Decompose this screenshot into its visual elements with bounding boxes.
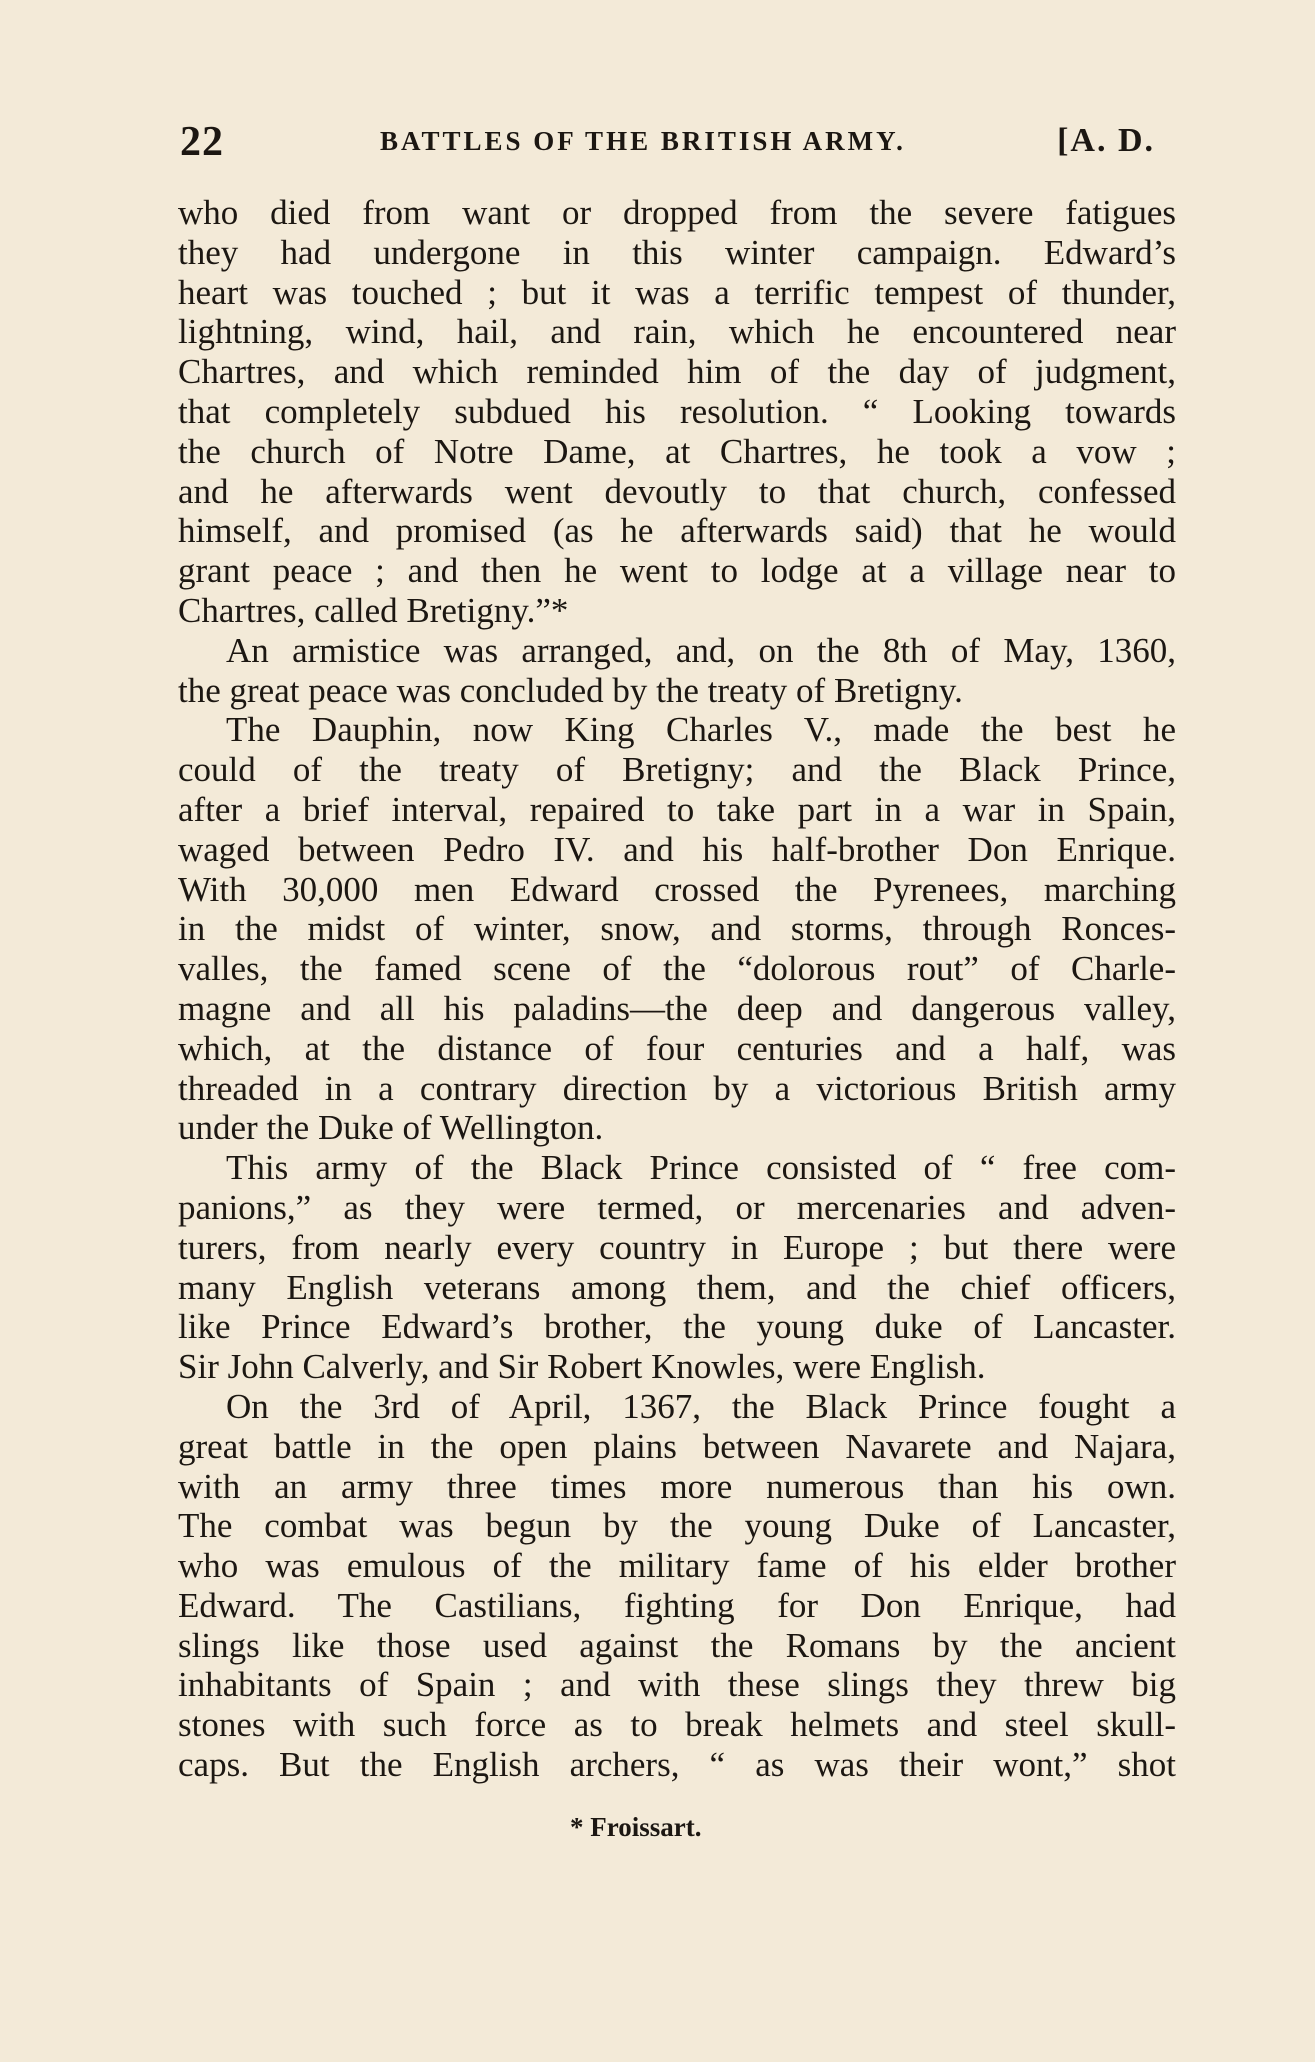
text-line: slings like those used against the Romans by the ancient [178,1625,1176,1665]
text-line: which, at the distance of four centuries and a half, was [178,1028,1176,1068]
text-line: stones with such force as to break helmets and steel skull- [178,1705,1176,1745]
text-line: inhabitants of Spain ; and with these slings they threw big [178,1665,1176,1705]
text-line: magne and all his paladins—the deep and dangerous valley, [178,988,1176,1028]
text-line: himself, and promised (as he afterwards said) that he would [178,511,1176,551]
body-text [178,193,1176,1785]
text-line: who died from want or dropped from the severe fatigues [178,193,1176,232]
text-line: Chartres, and which reminded him of the day of judgment, [178,352,1176,392]
text-line: valles, the famed scene of the “dolorous rout” of Charle- [178,949,1176,989]
text-line: grant peace ; and then he went to lodge at a village near to [178,551,1176,591]
text-line: could of the treaty of Bretigny; and the Black Prince, [178,750,1176,790]
era-marker: [A. D. [1057,122,1155,159]
text-line: On the 3rd of April, 1367, the Black Prince fought a [226,1386,1176,1426]
text-line: many English veterans among them, and the chief officers, [178,1267,1176,1307]
text-line: With 30,000 men Edward crossed the Pyrenees, marching [178,869,1176,909]
text-line: like Prince Edward’s brother, the young duke of Lancaster. [178,1307,1176,1347]
text-line: and he afterwards went devoutly to that church, confessed [178,471,1176,511]
text-line: in the midst of winter, snow, and storms, through Ronces- [178,909,1176,949]
text-line: that completely subdued his resolution. “ Looking towards [178,391,1176,431]
text-line: turers, from nearly every country in Europe ; but there were [178,1227,1176,1267]
text-line: panions,” as they were termed, or mercenaries and adven- [178,1187,1176,1227]
text-line: under the Duke of Wellington. [178,1108,604,1148]
text-line: Sir John Calverly, and Sir Robert Knowles, were English. [178,1347,986,1387]
text-line: they had undergone in this winter campaign. Edward’s [178,232,1176,272]
page-number: 22 [180,119,224,165]
text-line: The combat was begun by the young Duke of Lancaster, [178,1506,1176,1546]
page-header [180,118,1155,168]
text-line: lightning, wind, hail, and rain, which he encountered near [178,312,1176,352]
text-line: with an army three times more numerous than his own. [178,1466,1176,1506]
text-line: threaded in a contrary direction by a victorious British army [178,1068,1176,1108]
text-line: The Dauphin, now King Charles V., made the best he [226,710,1176,750]
text-line: the church of Notre Dame, at Chartres, he took a vow ; [178,431,1176,471]
text-line: Edward. The Castilians, fighting for Don Enrique, had [178,1585,1176,1625]
text-line: An armistice was arranged, and, on the 8th of May, 1360, [226,630,1176,670]
text-line: who was emulous of the military fame of his elder brother [178,1546,1176,1586]
text-line: This army of the Black Prince consisted of “ free com- [226,1148,1176,1188]
text-line: caps. But the English archers, “ as was their wont,” shot [178,1745,1176,1785]
text-line: the great peace was concluded by the treaty of Bretigny. [178,670,963,710]
text-line: great battle in the open plains between Navarete and Najara, [178,1426,1176,1466]
running-head: BATTLES OF THE BRITISH ARMY. [380,126,906,156]
text-line: Chartres, called Bretigny.”* [178,590,569,630]
footnote: * Froissart. [570,1812,702,1842]
text-line: after a brief interval, repaired to take part in a war in Spain, [178,789,1176,829]
text-line: heart was touched ; but it was a terrific tempest of thunder, [178,272,1176,312]
text-line: waged between Pedro IV. and his half-brother Don Enrique. [178,829,1176,869]
